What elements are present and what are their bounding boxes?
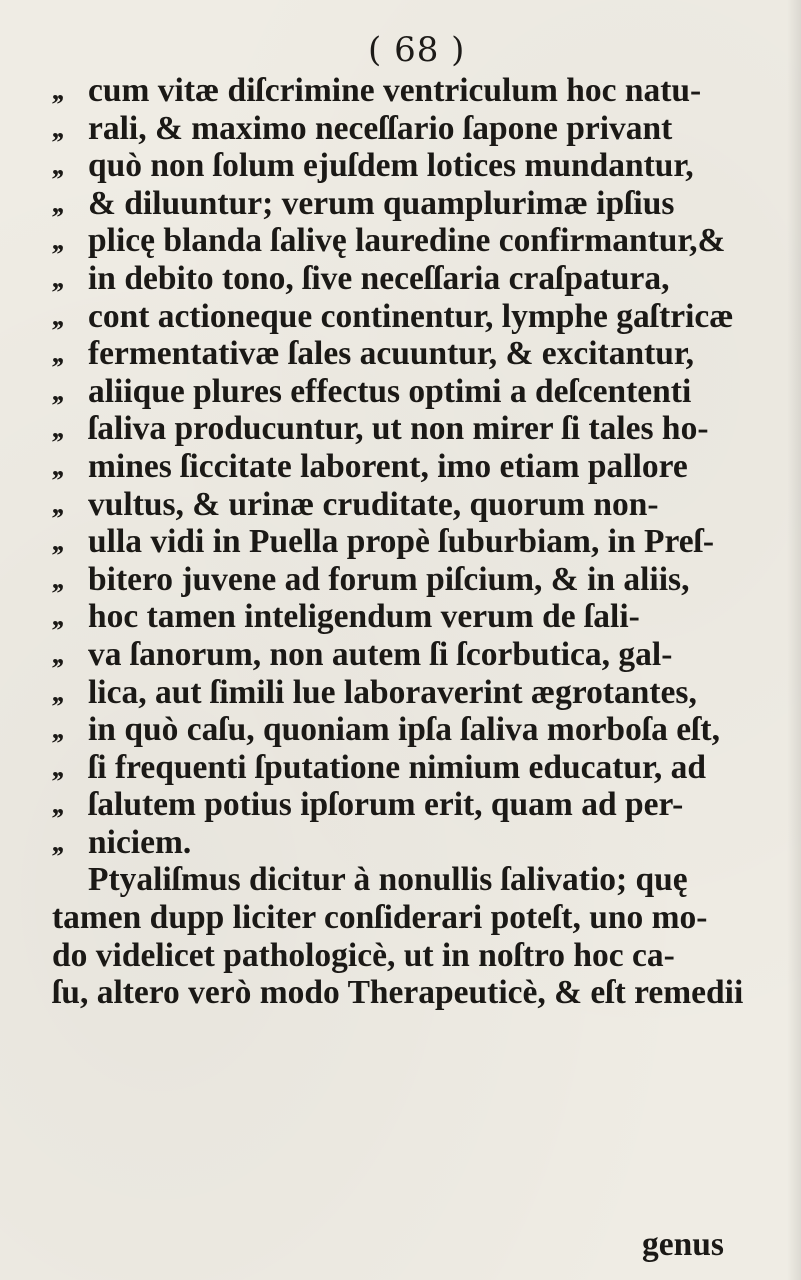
line-text: in quò caſu, quoniam ipſa ſaliva morboſa eſt, xyxy=(88,711,720,749)
line-text: ſi frequenti ſputatione nimium educatur, ad xyxy=(88,748,706,786)
line-text: cum vitæ diſcrimine ventriculum hoc natu- xyxy=(88,72,702,109)
text-line xyxy=(52,974,792,1012)
text-line xyxy=(52,222,792,260)
quote-mark: ,, xyxy=(52,488,62,520)
quote-mark: ,, xyxy=(52,714,62,746)
quote-mark: ,, xyxy=(52,638,62,670)
text-line xyxy=(52,674,792,712)
line-text: cont actioneque continentur, lymphe gaſtricæ xyxy=(88,297,734,335)
line-text: va ſanorum, non autem ſi ſcorbutica, gal- xyxy=(88,635,673,673)
text-line xyxy=(52,561,792,599)
body-text xyxy=(52,72,792,1012)
paragraph-indent xyxy=(52,861,88,899)
text-line xyxy=(52,749,792,787)
quote-mark: ,, xyxy=(52,338,62,370)
quote-mark: ,, xyxy=(52,75,62,106)
quote-mark: ,, xyxy=(52,450,62,482)
text-line xyxy=(52,824,792,862)
text-line xyxy=(52,373,792,411)
page-number: ( 68 ) xyxy=(368,30,466,70)
quote-mark: ,, xyxy=(52,112,62,144)
text-line xyxy=(52,937,792,975)
text-line xyxy=(52,260,792,298)
quote-mark: ,, xyxy=(52,300,62,332)
quote-mark: ,, xyxy=(52,225,62,257)
text-line xyxy=(52,486,792,524)
line-text: ſu, altero verò modo Therapeuticè, & eſt remedii xyxy=(52,974,744,1012)
line-text: bitero juvene ad forum piſcium, & in aliis, xyxy=(88,560,690,598)
quote-mark: ,, xyxy=(52,789,62,821)
quote-mark: ,, xyxy=(52,150,62,182)
line-text: vultus, & urinæ cruditate, quorum non- xyxy=(88,485,659,523)
quote-mark: ,, xyxy=(52,526,62,558)
text-line xyxy=(52,861,792,899)
quote-mark: ,, xyxy=(52,751,62,783)
text-line xyxy=(52,786,792,824)
quote-mark: ,, xyxy=(52,563,62,595)
quote-mark: ,, xyxy=(52,262,62,294)
line-text: ulla vidi in Puella propè ſuburbiam, in Preſ- xyxy=(88,523,715,561)
text-line xyxy=(52,147,792,185)
line-text: ſalutem potius ipſorum erit, quam ad per- xyxy=(88,786,684,824)
line-text: Ptyaliſmus dicitur à nonullis ſalivatio; quę xyxy=(88,861,688,899)
quote-mark: ,, xyxy=(52,601,62,633)
line-text: mines ſiccitate laborent, imo etiam pallore xyxy=(88,447,688,485)
quote-mark: ,, xyxy=(52,676,62,708)
line-text: aliique plures effectus optimi a deſcententi xyxy=(88,372,692,410)
text-line xyxy=(52,523,792,561)
text-line xyxy=(52,410,792,448)
line-text: quò non ſolum ejuſdem lotices mundantur, xyxy=(88,147,694,185)
text-line xyxy=(52,335,792,373)
text-line xyxy=(52,298,792,336)
catchword: genus xyxy=(642,1226,724,1263)
text-line xyxy=(52,899,792,937)
line-text: tamen dupp liciter conſiderari poteſt, uno mo- xyxy=(52,899,708,937)
line-text: niciem. xyxy=(88,823,192,861)
text-line xyxy=(52,72,792,110)
line-text: plicę blanda ſalivę lauredine confirmantur,& xyxy=(88,222,726,260)
line-text: ſaliva producuntur, ut non mirer ſi tales ho- xyxy=(88,410,709,448)
text-line xyxy=(52,185,792,223)
line-text: rali, & maximo neceſſario ſapone privant xyxy=(88,109,673,147)
text-line xyxy=(52,110,792,148)
text-line xyxy=(52,598,792,636)
line-text: lica, aut ſimili lue laboraverint ægrotantes, xyxy=(88,673,697,711)
text-line xyxy=(52,448,792,486)
quote-mark: ,, xyxy=(52,413,62,445)
line-text: in debito tono, ſive neceſſaria craſpatura, xyxy=(88,259,670,297)
text-line xyxy=(52,711,792,749)
text-line xyxy=(52,636,792,674)
quote-mark: ,, xyxy=(52,187,62,219)
line-text: do videlicet pathologicè, ut in noſtro hoc ca- xyxy=(52,936,675,974)
quote-mark: ,, xyxy=(52,375,62,407)
line-text: fermentativæ ſales acuuntur, & excitantur, xyxy=(88,335,695,373)
line-text: & diluuntur; verum quamplurimæ ipſius xyxy=(88,184,675,222)
line-text: hoc tamen inteligendum verum de ſali- xyxy=(88,598,640,636)
quote-mark: ,, xyxy=(52,826,62,858)
